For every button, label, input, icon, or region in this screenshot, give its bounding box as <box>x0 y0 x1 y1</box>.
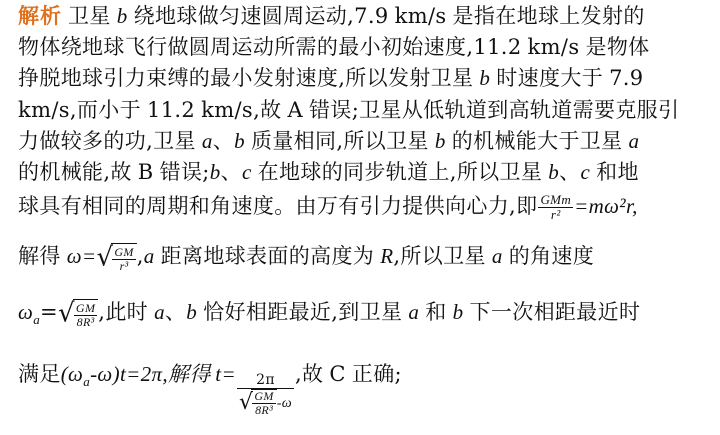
fraction-gmm-r2: $\frac{\text{GMm}}{\text{r²}}$ <box>540 192 572 222</box>
fraction-t: 2π √ $\frac{GM}{\text{8R³}}$ -ω <box>239 372 292 417</box>
line-10: 满足$(\omega_a-\omega)t=2\pi$,解得 t= 2π √ $\frac{GM}{\text{8R³}}$ -ω ,故 C 正确; <box>18 362 402 417</box>
line-5: 力做较多的功,卫星 a、b 质量相同,所以卫星 b 的机械能大于卫星 a <box>18 129 640 153</box>
sqrt-gm-r3: √ $\frac{GM}{\text{r³}}$ <box>96 242 136 273</box>
sqrt-gm-8r3: √ $\frac{GM}{\text{8R³}}$ <box>58 298 98 329</box>
line-9: $\omega_a=√$ $\frac{GM}{\text{8R³}}$ ,此时 a、b 恰好相距最近,到卫星 a 和 b 下一次相距最近时 <box>18 298 641 329</box>
line-7: 球具有相同的周期和角速度。由万有引力提供向心力,即 $\frac{\text{GMm}}{\text{r²}}$ =mω²r, <box>18 192 638 222</box>
analysis-label: 解析 <box>18 4 62 28</box>
line-4: km/s,而小于 11.2 km/s,故 A 错误;卫星从低轨道到高轨道需要克服引 <box>18 98 680 122</box>
line-6: 的机械能,故 B 错误;b、c 在地球的同步轨道上,所以卫星 b、c 和地 <box>18 160 639 184</box>
line-1: 解析 卫星 b 绕地球做匀速圆周运动,7.9 km/s 是指在地球上发射的 <box>18 4 645 28</box>
line-3: 挣脱地球引力束缚的最小发射速度,所以发射卫星 b 时速度大于 7.9 <box>18 66 644 90</box>
line-2: 物体绕地球飞行做圆周运动所需的最小初始速度,11.2 km/s 是物体 <box>18 35 650 59</box>
line-8: 解得 ω=√ $\frac{GM}{\text{r³}}$ ,a 距离地球表面的高度为 R,所以卫星 a 的角速度 <box>18 242 595 273</box>
